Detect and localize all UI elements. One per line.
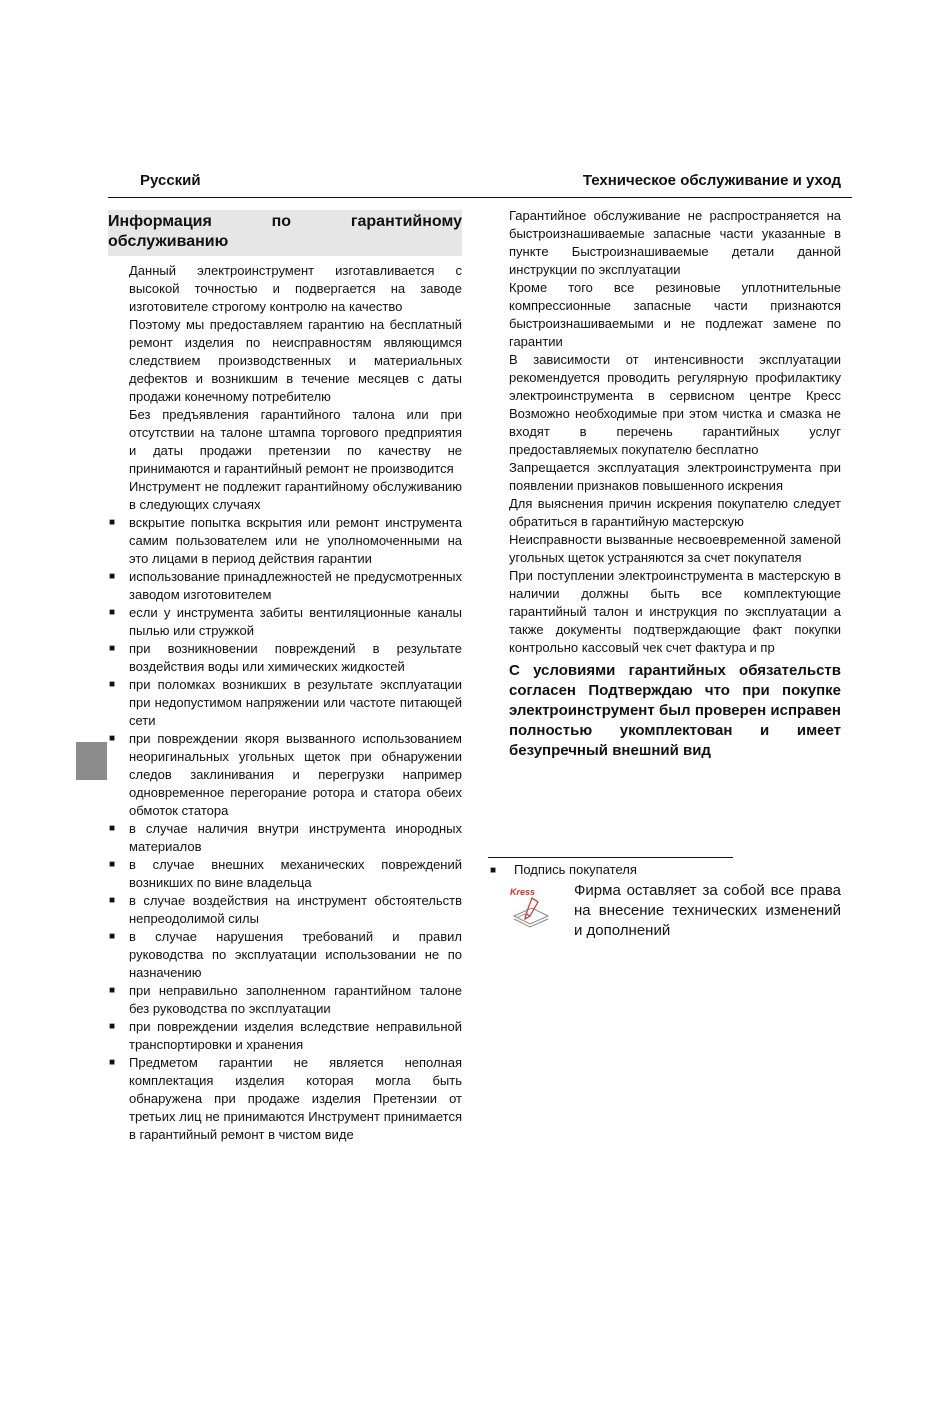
list-item: ■ при неправильно заполненном гарантийном талоне без руководства по эксплуатации: [109, 983, 462, 1016]
left-column: [108, 210, 462, 1144]
page-side-tab: [76, 742, 107, 780]
header-language: Русский: [140, 172, 201, 189]
bullet-icon: ■: [109, 895, 116, 906]
bullet-icon: ■: [109, 679, 116, 690]
bullet-icon: ■: [490, 865, 497, 876]
service-paragraph: Запрещается эксплуатация электроинструмента при появлении признаков повышенного искрения: [509, 460, 841, 493]
bullet-icon: ■: [109, 1021, 116, 1032]
list-item: ■ в случае воздействия на инструмент обстоятельств непреодолимой силы: [109, 893, 462, 926]
list-item: ■ в случае внешних механических повреждений возникших по вине владельца: [109, 857, 462, 890]
list-item: ■ Предметом гарантии не является неполная комплектация изделия которая могла быть обнаружена при продаже изделия Претензии от третьих лиц не принимаются Инструмент принимается в гарантийный ремонт в чистом виде: [109, 1055, 462, 1142]
warranty-paragraph: Инструмент не подлежит гарантийному обслуживанию в следующих случаях: [129, 479, 462, 512]
kress-logo-text: Kress: [510, 887, 536, 897]
bullet-icon: ■: [109, 1057, 116, 1068]
bullet-icon: ■: [109, 859, 116, 870]
customer-agreement: С условиями гарантийных обязательств согласен Подтверждаю что при покупке электроинструмент был проверен исправен полностью укомплектован и имеет безупречный внешний вид: [509, 662, 841, 759]
list-item: ■ использование принадлежностей не предусмотренных заводом изготовителем: [109, 569, 462, 602]
list-item: ■ при поломках возникших в результате эксплуатации при недопустимом напряжении или частоте питающей сети: [109, 677, 462, 728]
list-item: ■ в случае нарушения требований и правил руководства по эксплуатации использовании не по назначению: [109, 929, 462, 980]
signature-line: [488, 857, 733, 858]
bullet-icon: ■: [109, 571, 116, 582]
header-section-title: Техническое обслуживание и уход: [582, 172, 841, 189]
service-paragraph: При поступлении электроинструмента в мастерскую в наличии должны быть все комплектующие гарантийный талон и инструкция по эксплуатации а также документы подтверждающие факт покупки контрольно кассовый чек счет фактура и пр: [509, 568, 841, 655]
warranty-section-title: Информация по гарантийному обслуживанию: [108, 210, 462, 256]
kress-note-icon: [508, 886, 554, 930]
service-paragraph: Для выяснения причин искрения покупателю следует обратиться в гарантийную мастерскую: [509, 496, 841, 529]
exclusions-list: [108, 514, 462, 1144]
list-item: ■ в случае наличия внутри инструмента инородных материалов: [109, 821, 462, 854]
signature-label: Подпись покупателя: [514, 862, 637, 877]
bullet-icon: ■: [109, 931, 116, 942]
bullet-icon: ■: [109, 643, 116, 654]
header-divider: [108, 197, 852, 198]
service-paragraph: Кроме того все резиновые уплотнительные компрессионные запасные части признаются быстроизнашиваемыми и не подлежат замене по гарантии: [509, 280, 841, 349]
warranty-paragraph: Без предъявления гарантийного талона или при отсутствии на талоне штампа торгового предприятия и даты продажи претензии по качеству не принимаются и гарантийный ремонт не производится: [129, 407, 462, 476]
bullet-icon: ■: [109, 733, 116, 744]
warranty-paragraph: Данный электроинструмент изготавливается с высокой точностью и подвергается на заводе изготовителе строгому контролю на качество: [129, 263, 462, 314]
list-item: ■ если у инструмента забиты вентиляционные каналы пылью или стружкой: [109, 605, 462, 638]
right-column: [509, 207, 841, 761]
list-item: ■ при повреждении изделия вследствие неправильной транспортировки и хранения: [109, 1019, 462, 1052]
service-paragraph: Неисправности вызванные несвоевременной заменой угольных щеток устраняются за счет покупателя: [509, 532, 841, 565]
service-paragraph: В зависимости от интенсивности эксплуатации рекомендуется проводить регулярную профилактику электроинструмента в сервисном центре Кресс Возможно необходимые при этом чистка и смазка не входят в перечень гарантийных услуг предоставляемых покупателю бесплатно: [509, 352, 841, 457]
bullet-icon: ■: [109, 607, 116, 618]
bullet-icon: ■: [109, 823, 116, 834]
list-item: ■ при возникновении повреждений в результате воздействия воды или химических жидкостей: [109, 641, 462, 674]
bullet-icon: ■: [109, 517, 116, 528]
warranty-paragraph: Поэтому мы предоставляем гарантию на бесплатный ремонт изделия по неисправностям являющимся следствием производственных и материальных дефектов и возникшим в течение месяцев с даты продажи конечному потребителю: [129, 317, 462, 404]
list-item: ■ при повреждении якоря вызванного использованием неоригинальных угольных щеток при обнаружении следов заклинивания и перегрузки например одновременное перегорание ротора и статора обеих обмоток статора: [109, 731, 462, 818]
rights-notice: Фирма оставляет за собой все права на внесение технических изменений и дополнений: [574, 882, 841, 939]
bullet-icon: ■: [109, 985, 116, 996]
service-paragraph: Гарантийное обслуживание не распространяется на быстроизнашиваемые запасные части указанные в пункте Быстроизнашиваемые детали данной инструкции по эксплуатации: [509, 208, 841, 277]
list-item: ■ вскрытие попытка вскрытия или ремонт инструмента самим пользователем или не уполномоченными на это лицами в период действия гарантии: [109, 515, 462, 566]
